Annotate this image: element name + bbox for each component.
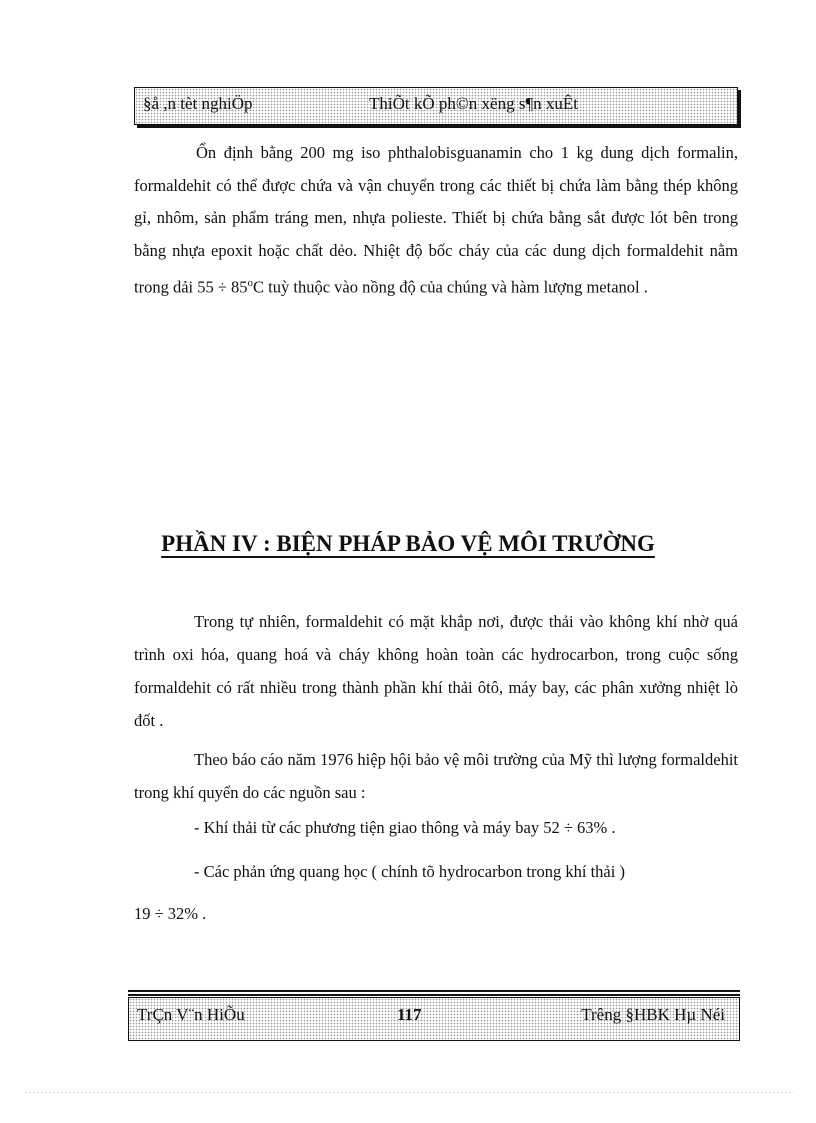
- degree-symbol: o: [247, 277, 254, 289]
- footer-author: TrÇn V¨n HiÕu: [137, 1005, 245, 1024]
- list-item-continuation: 19 ÷ 32% .: [134, 904, 207, 923]
- list-item: - Các phản ứng quang học ( chính tõ hydrocarbon trong khí thải ): [194, 862, 625, 881]
- footer-institution: Trêng §HBK Hµ Néi: [581, 1005, 725, 1024]
- header-right-text: ThiÕt kÕ ph©n xëng s¶n xuÊt: [369, 94, 579, 113]
- paragraph-stabilization-end: C tuỳ thuộc vào nồng độ của chúng và hàm lượng metanol .: [253, 277, 648, 297]
- footer-rule: [128, 994, 740, 996]
- list-item: - Khí thải từ các phương tiện giao thông và máy bay 52 ÷ 63% .: [194, 818, 616, 837]
- header-left-text: §å ,n tèt nghiÖp: [143, 94, 253, 113]
- footer-rule: [128, 990, 740, 992]
- paragraph-nature: Trong tự nhiên, formaldehit có mặt khắp nơi, được thải vào không khí nhờ quá trình oxi hóa, quang hoá và cháy không hoàn toàn các hydrocarbon, trong cuộc sống formaldehit có rất nhiều trong thành phần khí thải ôtô, máy bay, các phân xưởng nhiệt lò đốt .: [134, 612, 738, 730]
- section-heading-text: PHẦN IV : BIỆN PHÁP BẢO VỆ MÔI TRƯỜNG: [161, 531, 655, 556]
- page-footer: [128, 997, 740, 1041]
- page-header: [134, 87, 738, 125]
- paragraph-stabilization: [134, 137, 738, 304]
- section-heading: [0, 527, 816, 561]
- bottom-dotted-divider: [24, 1091, 794, 1094]
- paragraph-stabilization-text: Ổn định bằng 200 mg iso phthalobisguanamin cho 1 kg dung dịch formalin, formaldehit có thể được chứa và vận chuyển trong các thiết bị chứa làm bằng thép không gỉ, nhôm, sản phẩm tráng men, nhựa polieste. Thiết bị chứa bằng sắt được lót bên trong bằng nhựa epoxit hoặc chất dẻo. Nhiệt độ bốc cháy của các dung dịch formaldehit nằm trong dải 55 ÷ 85: [134, 143, 738, 297]
- page-number: 117: [397, 1005, 422, 1024]
- paragraph-report: Theo báo cáo năm 1976 hiệp hội bảo vệ môi trường của Mỹ thì lượng formaldehit trong khí quyển do các nguồn sau :: [134, 750, 738, 802]
